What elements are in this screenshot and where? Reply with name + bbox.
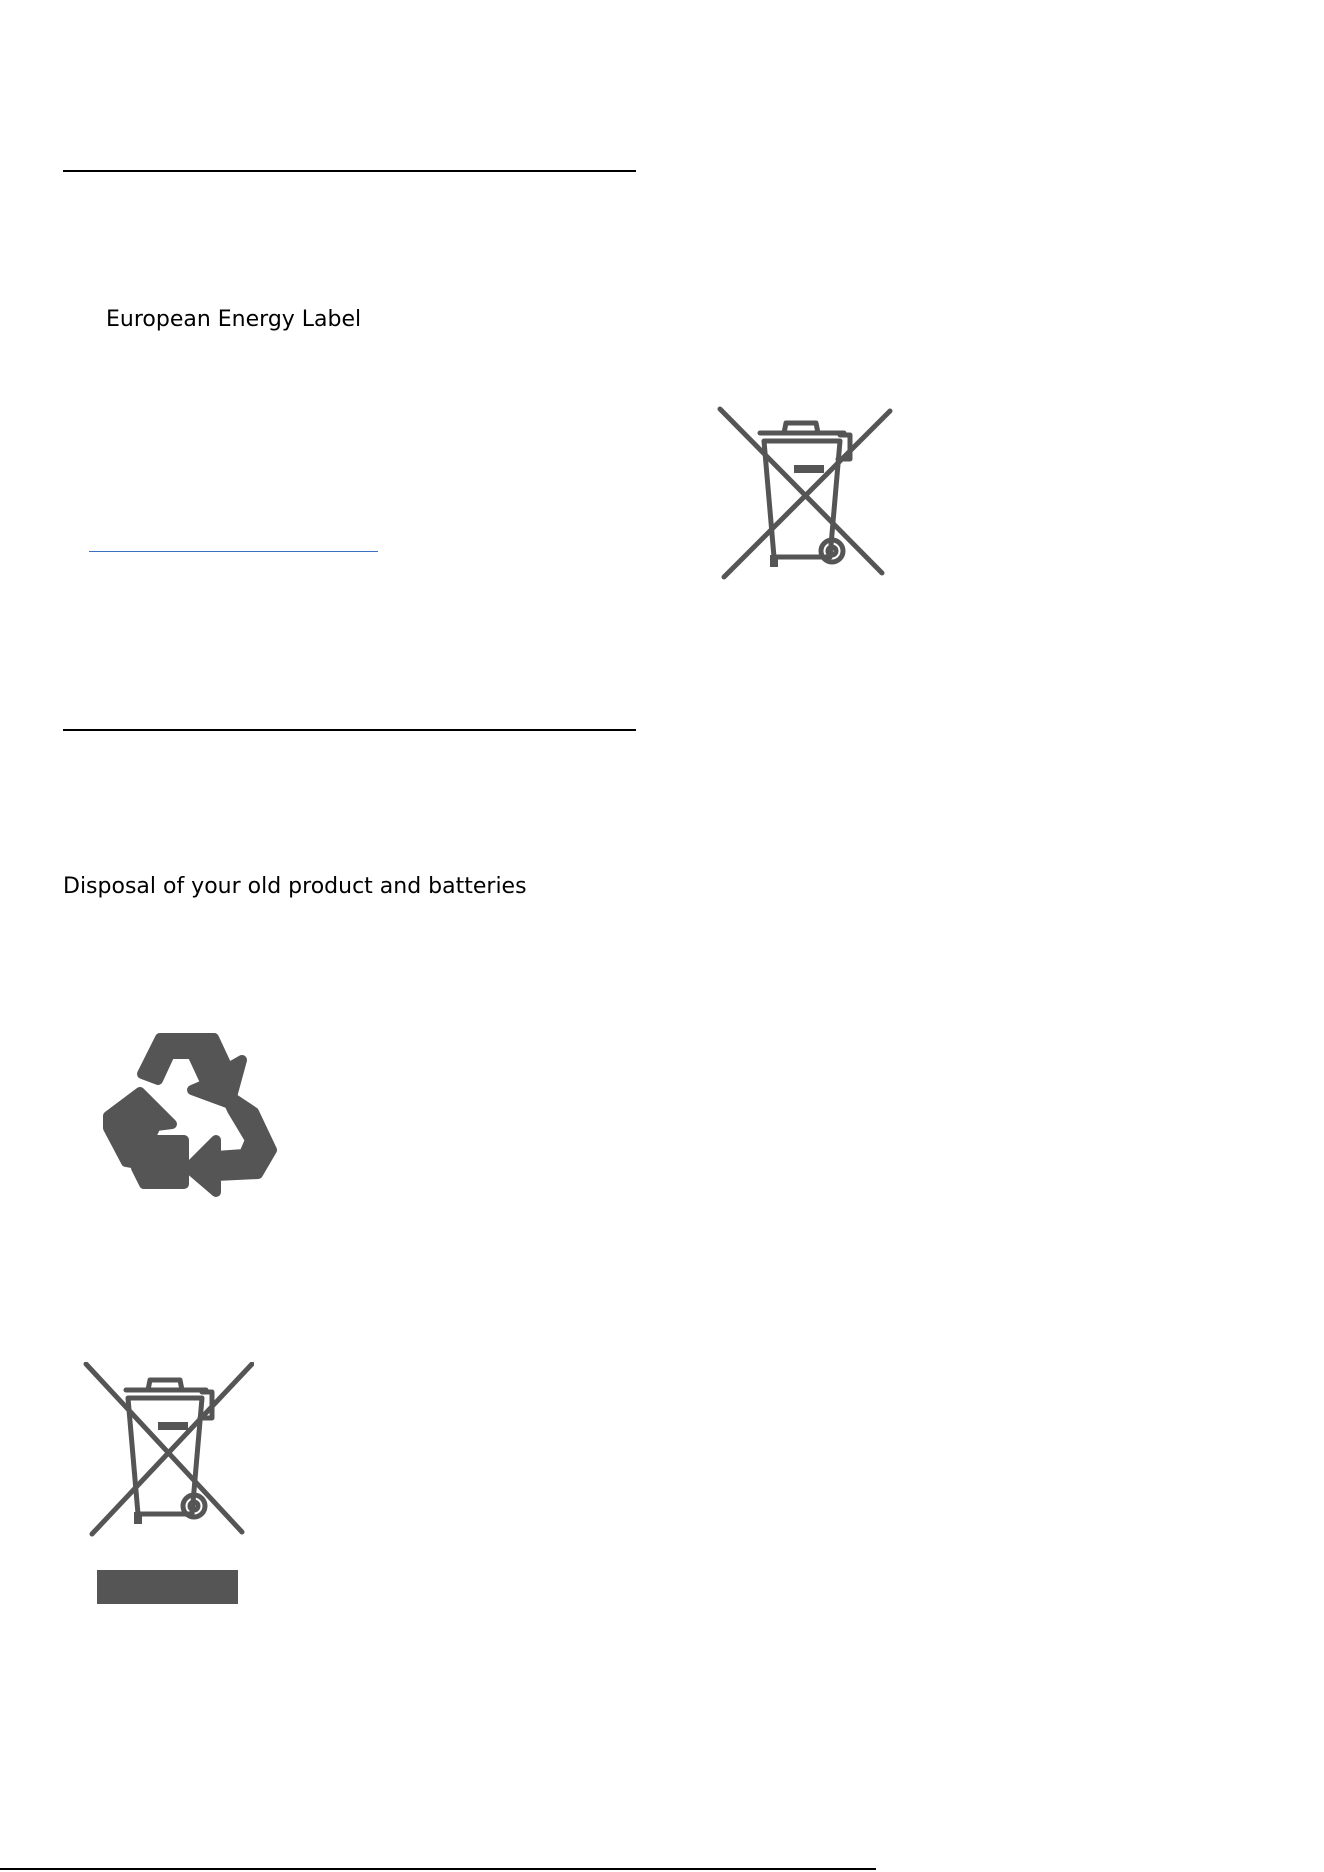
section-divider <box>63 170 636 172</box>
energy-label-heading: European Energy Label <box>106 307 362 332</box>
link-underline[interactable] <box>89 551 378 552</box>
recycle-icon <box>100 1028 280 1200</box>
solid-bar <box>97 1570 238 1604</box>
page-footer-rule <box>0 1868 876 1870</box>
disposal-heading: Disposal of your old product and batteries <box>63 874 527 899</box>
section-divider <box>63 729 636 731</box>
crossed-out-wheelie-bin-icon <box>712 405 898 587</box>
crossed-out-wheelie-bin-with-bar-icon <box>82 1362 254 1606</box>
